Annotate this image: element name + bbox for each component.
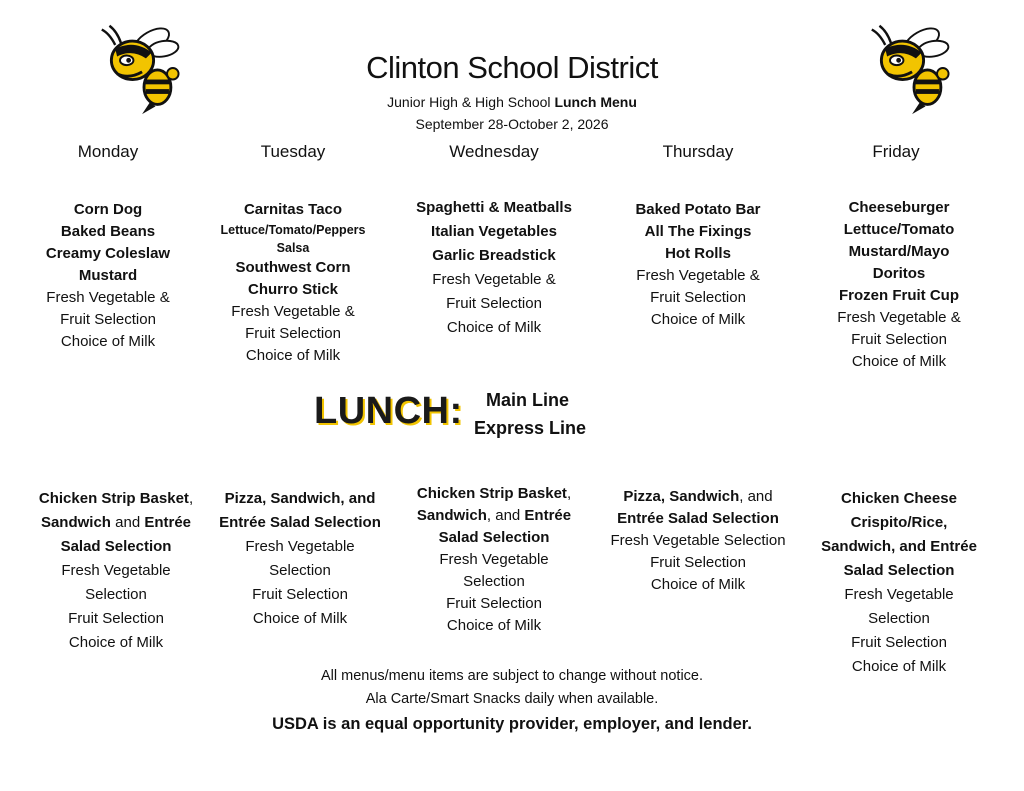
menu-item: Choice of Milk — [851, 353, 947, 370]
menu-item: Fresh Vegetable & — [46, 289, 170, 306]
menu-item: Fruit Selection — [446, 595, 542, 612]
menu-item: Chicken Strip Basket, — [38, 490, 194, 507]
menu-item: Fruit Selection — [851, 634, 947, 651]
menu-item: Mustard/Mayo — [848, 243, 950, 260]
menu-item: Carnitas Taco — [243, 201, 343, 218]
main-menu-thursday — [598, 199, 798, 331]
menu-item: Frozen Fruit Cup — [839, 287, 959, 304]
menu-item: Italian Vegetables — [431, 223, 557, 240]
menu-item: Choice of Milk — [446, 617, 542, 634]
menu-item: Fresh Vegetable — [61, 562, 171, 579]
menu-item: Salad Selection — [843, 562, 955, 579]
menu-item: Crispito/Rice, — [850, 514, 948, 531]
menu-item: Choice of Milk — [650, 576, 746, 593]
express-menu-monday — [16, 487, 216, 655]
day-header-thursday: Thursday — [662, 142, 734, 161]
menu-item: Fruit Selection — [851, 331, 947, 348]
menu-item: Choice of Milk — [68, 634, 164, 651]
footer-snacks: Ala Carte/Smart Snacks daily when available. — [365, 691, 659, 707]
menu-item: Pizza, Sandwich, and — [623, 488, 773, 505]
menu-item: Sandwich, and Entrée — [821, 538, 977, 555]
menu-item: Pizza, Sandwich, and — [224, 490, 376, 507]
menu-item: Fresh Vegetable & — [432, 271, 556, 288]
menu-item: Selection — [85, 586, 147, 603]
menu-item: Doritos — [872, 265, 926, 282]
menu-item: Selection — [463, 573, 525, 590]
day-header-monday: Monday — [77, 142, 139, 161]
menu-item: Lettuce/Tomato — [843, 221, 955, 238]
menu-item: Choice of Milk — [851, 658, 947, 675]
menu-item: Hot Rolls — [665, 245, 731, 262]
menu-item: Choice of Milk — [60, 333, 156, 350]
menu-item: Sandwich, and Entrée — [416, 507, 572, 524]
menu-item: Fruit Selection — [650, 554, 746, 571]
menu-item: Chicken Cheese — [841, 490, 957, 507]
menu-item: Creamy Coleslaw — [45, 245, 171, 262]
menu-item: Baked Potato Bar — [635, 201, 761, 218]
subtitle-bold: Lunch Menu — [554, 94, 637, 110]
menu-item: Fresh Vegetable & — [837, 309, 961, 326]
menu-item: Corn Dog — [73, 201, 143, 218]
menu-item: Salad Selection — [438, 529, 550, 546]
menu-item: Sandwich and Entrée — [40, 514, 192, 531]
line-legend — [474, 386, 586, 442]
menu-dates: September 28-October 2, 2026 — [415, 116, 609, 132]
menu-item: Cheeseburger — [848, 199, 950, 216]
menu-item: Fresh Vegetable — [439, 551, 549, 568]
menu-item: Fruit Selection — [252, 586, 348, 603]
menu-item: Garlic Breadstick — [432, 247, 556, 264]
menu-item: Fruit Selection — [60, 311, 156, 328]
main-menu-wednesday — [394, 196, 594, 340]
menu-item: Fruit Selection — [650, 289, 746, 306]
menu-item: Entrée Salad Selection — [219, 514, 381, 531]
menu-item: Fruit Selection — [245, 325, 341, 342]
menu-item: Salsa — [276, 241, 310, 255]
main-menu-friday — [799, 197, 999, 373]
menu-item: Selection — [269, 562, 331, 579]
menu-item: Southwest Corn — [235, 259, 351, 276]
express-menu-thursday — [588, 486, 808, 596]
menu-item: Choice of Milk — [650, 311, 746, 328]
main-menu-tuesday — [193, 199, 393, 367]
menu-item: Spaghetti & Meatballs — [416, 199, 572, 216]
menu-item: Fruit Selection — [446, 295, 542, 312]
menu-item: Selection — [868, 610, 930, 627]
menu-item: All The Fixings — [644, 223, 752, 240]
main-menu-monday — [8, 199, 208, 353]
express-menu-friday — [799, 487, 999, 679]
menu-item: Chicken Strip Basket, — [416, 485, 572, 502]
footer-usda: USDA is an equal opportunity provider, employer, and lender. — [272, 715, 752, 733]
express-menu-wednesday — [394, 483, 594, 637]
day-header-tuesday: Tuesday — [260, 142, 326, 161]
menu-item: Fresh Vegetable & — [231, 303, 355, 320]
express-line-label: Express Line — [474, 418, 587, 438]
subtitle-prefix: Junior High & High School — [387, 94, 555, 110]
menu-item: Churro Stick — [247, 281, 338, 298]
menu-item: Fresh Vegetable & — [636, 267, 760, 284]
menu-item: Choice of Milk — [252, 610, 348, 627]
menu-item: Choice of Milk — [245, 347, 341, 364]
main-line-label: Main Line — [486, 390, 570, 410]
lunch-label: LUNCH: — [314, 390, 463, 432]
menu-item: Baked Beans — [60, 223, 156, 240]
menu-item: Fresh Vegetable — [245, 538, 355, 555]
menu-item: Lettuce/Tomato/Peppers — [220, 223, 366, 237]
menu-item: Fresh Vegetable — [844, 586, 954, 603]
day-header-friday: Friday — [872, 142, 920, 161]
page-title: Clinton School District — [366, 50, 658, 85]
menu-item: Mustard — [78, 267, 138, 284]
day-header-wednesday: Wednesday — [449, 142, 539, 161]
menu-item: Choice of Milk — [446, 319, 542, 336]
footer-notice: All menus/menu items are subject to change without notice. — [320, 668, 704, 684]
menu-item: Fresh Vegetable Selection — [610, 532, 786, 549]
subtitle — [0, 94, 1024, 110]
menu-item: Salad Selection — [60, 538, 172, 555]
express-menu-tuesday — [200, 487, 400, 631]
menu-item: Fruit Selection — [68, 610, 164, 627]
menu-item: Entrée Salad Selection — [617, 510, 779, 527]
